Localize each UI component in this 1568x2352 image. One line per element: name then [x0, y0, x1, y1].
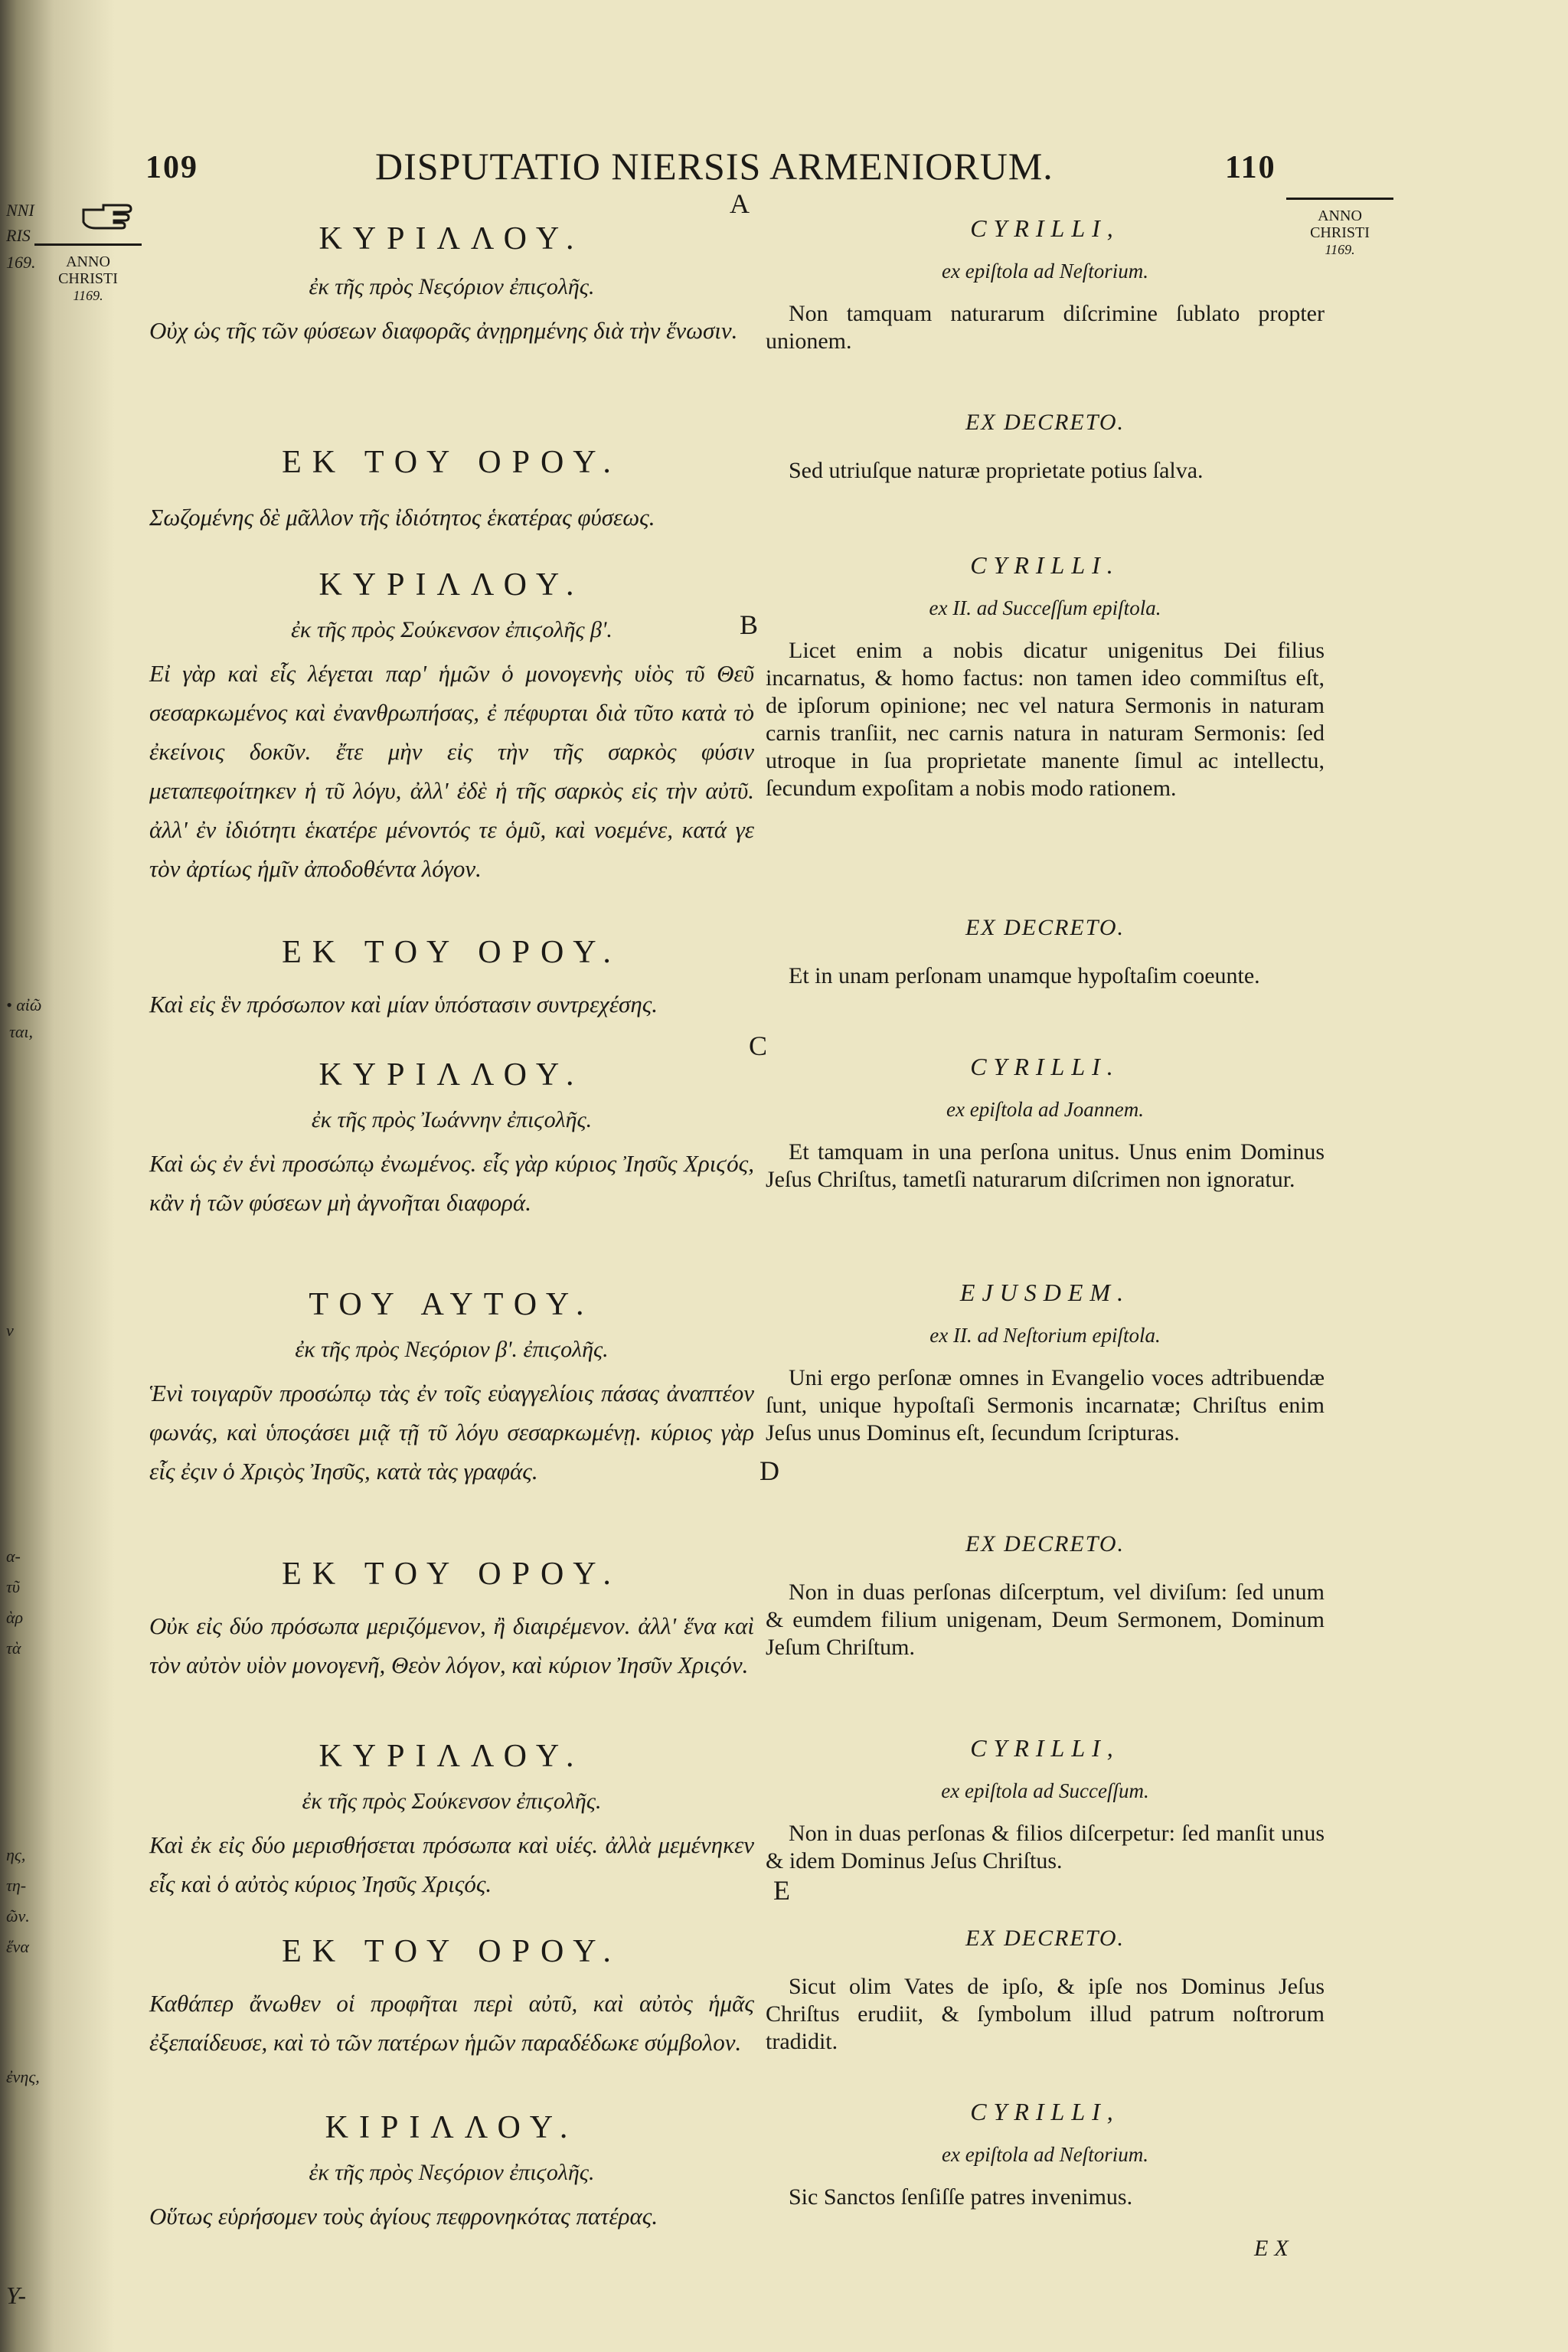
margin-note-left — [34, 243, 142, 304]
latin-text: Et in unam perſonam unamque hypoſtaſim coeunte. — [789, 963, 1260, 988]
latin-block — [766, 1926, 1325, 2056]
latin-heading: CYRILLI. — [970, 551, 1120, 579]
greek-block — [149, 220, 754, 350]
year-label: 1169. — [1325, 242, 1355, 257]
greek-source: ἐκ τῆς πρὸς Σούκενσον ἐπιϛολῆς β'. — [291, 617, 612, 642]
greek-text: Οὐκ εἰς δύο πρόσωπα μεριζόμενον, ἢ διαιρέμενον. ἀλλ' ἕνα καὶ τὸν αὐτὸν υἱὸν μονογενῆ, Θεὸν λόγον, καὶ κύριον Ἰησῦν Χριςόν. — [149, 1612, 754, 1678]
latin-text: Et tamquam in una perſona unitus. Unus enim Dominus Jeſus Chriſtus, tametſi naturarum diſcrimen non ignoratur. — [766, 1139, 1325, 1192]
greek-block — [149, 1556, 754, 1684]
latin-heading: EJUSDEM. — [959, 1279, 1131, 1306]
latin-heading: CYRILLI, — [970, 1734, 1120, 1762]
latin-block — [766, 551, 1325, 802]
greek-text: Οὕτως εὑρήσομεν τοὺς ἁγίους πεφρονηκότας πατέρας. — [149, 2203, 658, 2230]
greek-heading: ΚΥΡΙΛΛΟΥ. — [318, 567, 585, 603]
margin-rule — [34, 243, 142, 246]
greek-source: ἐκ τῆς πρὸς Νεϛόριον ἐπιϛολῆς. — [309, 2160, 595, 2185]
edge-fragment: ἕνα — [6, 1937, 29, 1956]
section-letter-e: E — [773, 1875, 790, 1906]
running-title: DISPUTATIO NIERSIS ARMENIORUM. — [375, 145, 1054, 188]
edge-fragment: RIS — [6, 226, 31, 245]
greek-text: Καθάπερ ἄνωθεν οἱ προφῆται περὶ αὐτῦ, καὶ αὐτὸς ἡμᾶς ἐξεπαίδευσε, καὶ τὸ τῶν πατέρων ἡμῶν παραδέδωκε σύμβολον. — [149, 1990, 754, 2056]
latin-block — [766, 1279, 1325, 1447]
greek-block — [149, 2109, 754, 2236]
catchword: EX — [1254, 2236, 1295, 2261]
greek-block — [149, 1286, 754, 1491]
christi-label: CHRISTI — [58, 270, 118, 287]
greek-text: Οὐχ ὡς τῆς τῶν φύσεων διαφορᾶς ἀνῃρημένης διὰ τὴν ἕνωσιν. — [149, 317, 738, 344]
greek-source: ἐκ τῆς πρὸς Σούκενσον ἐπιϛολῆς. — [302, 1788, 602, 1814]
latin-text: Licet enim a nobis dicatur unigenitus Dei filius incarnatus, & homo factus: non tamen ideo commiſtus eſt, de ipſorum opinione; nec vel natura Sermonis in naturam carnis tranſiit, nec carnis natura in naturam Sermonis: ſed utroque in ſua proprietate manente ſimul ac intellectu, ſecundum expoſitam a nobis modo rationem. — [766, 638, 1325, 801]
latin-source: ex II. ad Succeſſum epiſtola. — [929, 596, 1161, 619]
greek-heading: ΚΥΡΙΛΛΟΥ. — [318, 1057, 585, 1093]
previous-page-edge — [6, 0, 60, 2352]
greek-text: Καὶ ἐκ εἰς δύο μερισθήσεται πρόσωπα καὶ υἱές. ἀλλὰ μεμένηκεν εἷς καὶ ὁ αὐτὸς κύριος Ἰησῦς Χριςός. — [149, 1831, 754, 1897]
edge-fragment: Υ- — [6, 2282, 27, 2309]
latin-block — [766, 1053, 1325, 1194]
greek-block — [149, 1057, 754, 1222]
greek-source: ἐκ τῆς πρὸς Νεϛόριον β'. ἐπιϛολῆς. — [295, 1337, 609, 1362]
latin-block — [766, 1734, 1325, 1875]
latin-source: ex II. ad Neſtorium epiſtola. — [929, 1324, 1161, 1347]
section-letter-c: C — [749, 1031, 768, 1061]
latin-text: Sed utriuſque naturæ proprietate potius ſalva. — [789, 458, 1204, 483]
latin-block — [766, 1531, 1325, 1661]
greek-heading: ΚΙΡΙΛΛΟΥ. — [325, 2110, 579, 2145]
christi-label: CHRISTI — [1310, 224, 1370, 241]
section-letter-d: D — [760, 1455, 779, 1486]
latin-source: ex epiſtola ad Neſtorium. — [942, 260, 1148, 283]
edge-fragment: 169. — [6, 253, 36, 272]
edge-fragment: τὰ — [6, 1638, 21, 1658]
greek-heading: ΚΥΡΙΛΛΟΥ. — [318, 1739, 585, 1774]
greek-block — [149, 1933, 754, 2062]
latin-block — [766, 410, 1325, 485]
greek-block — [149, 1738, 754, 1903]
latin-text: Sicut olim Vates de ipſo, & ipſe nos Dominus Jeſus Chriſtus erudiit, & ſymbolum illud patrum noſtrorum tradidit. — [766, 1974, 1325, 2054]
latin-heading: EX DECRETO. — [965, 915, 1125, 940]
greek-heading: ΕΚ ΤΟΥ ΟΡΟΥ. — [282, 445, 622, 480]
greek-heading: ΕΚ ΤΟΥ ΟΡΟΥ. — [282, 935, 622, 970]
latin-text: Non in duas perſonas diſcerptum, vel diviſum: ſed unum & eumdem filium unigenam, Deum Sermonem, Dominum Jeſum Chriſtum. — [766, 1579, 1325, 1660]
edge-fragment: NNI — [6, 201, 34, 220]
greek-text: Εἰ γὰρ καὶ εἷς λέγεται παρ' ἡμῶν ὁ μονογενὴς υἱὸς τῦ Θεῦ σεσαρκωμένος καὶ ἐνανθρωπήσας, ἐ πέφυρται διὰ τῦτο κατὰ τὸ ἐκείνοις δοκῦν. ἔτε μὴν εἰς τὴν τῆς σαρκὸς φύσιν μεταπεφοίτηκεν ἡ τῦ λόγυ, ἀλλ' ἐδὲ ἡ τῆς σαρκὸς εἰς τὴν αὐτῦ. ἀλλ' ἐν ἰδιότητι ἑκατέρε μένοντός τε ὁμῦ, καὶ νοεμένε, κατά γε τὸν ἀρτίως ἡμῖν ἀποδοθέντα λόγον. — [149, 660, 754, 882]
latin-source: ex epiſtola ad Succeſſum. — [941, 1779, 1149, 1802]
latin-text: Sic Sanctos ſenſiſſe patres invenimus. — [789, 2184, 1133, 2210]
anno-label: ANNO — [1318, 207, 1362, 224]
greek-heading: ΕΚ ΤΟΥ ΟΡΟΥ. — [282, 1557, 622, 1592]
latin-block — [766, 2098, 1325, 2211]
greek-heading: ΤΟΥ ΑΥΤΟΥ. — [309, 1287, 595, 1322]
latin-source: ex epiſtola ad Neſtorium. — [942, 2143, 1148, 2166]
greek-source: ἐκ τῆς πρὸς Νεϛόριον ἐπιϛολῆς. — [309, 274, 595, 299]
edge-fragment: α- — [6, 1547, 21, 1566]
section-letter-b: B — [740, 609, 759, 640]
edge-fragment: τῦ — [6, 1577, 20, 1596]
year-label: 1169. — [73, 288, 103, 303]
edge-fragment: τη- — [6, 1876, 27, 1895]
latin-heading: CYRILLI. — [970, 1053, 1120, 1080]
margin-rule — [1286, 198, 1393, 200]
edge-fragment: ὰρ — [6, 1608, 24, 1627]
edge-fragment: ν — [6, 1321, 14, 1340]
greek-text: Ἑνὶ τοιγαρῦν προσώπῳ τὰς ἐν τοῖς εὐαγγελίοις πάσας ἀναπτέον φωνάς, καὶ ὑποςάσει μιᾷ τῇ τῦ λόγυ σεσαρκωμένῃ. κύριος γὰρ εἷς ἐςιν ὁ Χριςὸς Ἰησῦς, κατὰ τὰς γραφάς. — [149, 1380, 754, 1485]
latin-heading: CYRILLI, — [970, 214, 1120, 242]
latin-heading: CYRILLI, — [970, 2098, 1120, 2125]
latin-heading: EX DECRETO. — [965, 410, 1125, 435]
greek-text: Σωζομένης δὲ μᾶλλον τῆς ἰδιότητος ἑκατέρας φύσεως. — [149, 504, 655, 531]
latin-text: Non in duas perſonas & filios diſcerpetur: ſed manſit unus & idem Dominus Jeſus Chriſtus. — [766, 1821, 1325, 1873]
edge-fragment: ης, — [6, 1845, 26, 1864]
latin-text: Uni ergo perſonæ omnes in Evangelio voces adtribuendæ ſunt, unique hypoſtaſi Sermonis incarnatæ; Chriſtus enim Jeſus unus Dominus eſt, ſecundum ſcripturas. — [766, 1365, 1325, 1446]
pointing-hand-icon — [80, 201, 134, 231]
section-letter-a: A — [730, 188, 750, 219]
anno-label: ANNO — [66, 253, 110, 270]
greek-heading: ΕΚ ΤΟΥ ΟΡΟΥ. — [282, 1934, 622, 1969]
latin-source: ex epiſtola ad Joannem. — [946, 1098, 1144, 1121]
edge-fragment: ἐνης, — [6, 2067, 40, 2086]
greek-heading: ΚΥΡΙΛΛΟΥ. — [318, 221, 585, 256]
edge-fragment: ῶν. — [6, 1906, 30, 1926]
latin-block — [766, 214, 1325, 355]
greek-block — [149, 934, 754, 1024]
greek-block — [149, 444, 754, 537]
edge-fragment: ται, — [9, 1022, 34, 1041]
page-number-left: 109 — [145, 150, 198, 185]
greek-text: Καὶ εἰς ἓν πρόσωπον καὶ μίαν ὑπόστασιν συντρεχέσης. — [149, 991, 658, 1018]
latin-block — [766, 915, 1325, 990]
latin-heading: EX DECRETO. — [965, 1531, 1125, 1557]
greek-text: Καὶ ὡς ἐν ἑνὶ προσώπῳ ἐνωμένος. εἷς γὰρ κύριος Ἰησῦς Χριϛός, κἂν ἡ τῶν φύσεων μὴ ἀγνοῆται διαφορά. — [149, 1150, 754, 1216]
latin-text: Non tamquam naturarum diſcrimine ſublato propter unionem. — [766, 301, 1325, 354]
greek-block — [149, 567, 754, 888]
page-number-right: 110 — [1225, 150, 1276, 185]
latin-heading: EX DECRETO. — [965, 1926, 1125, 1951]
greek-source: ἐκ τῆς πρὸς Ἰωάννην ἐπιϛολῆς. — [311, 1107, 593, 1132]
edge-fragment: • αἰῶ — [6, 995, 42, 1014]
